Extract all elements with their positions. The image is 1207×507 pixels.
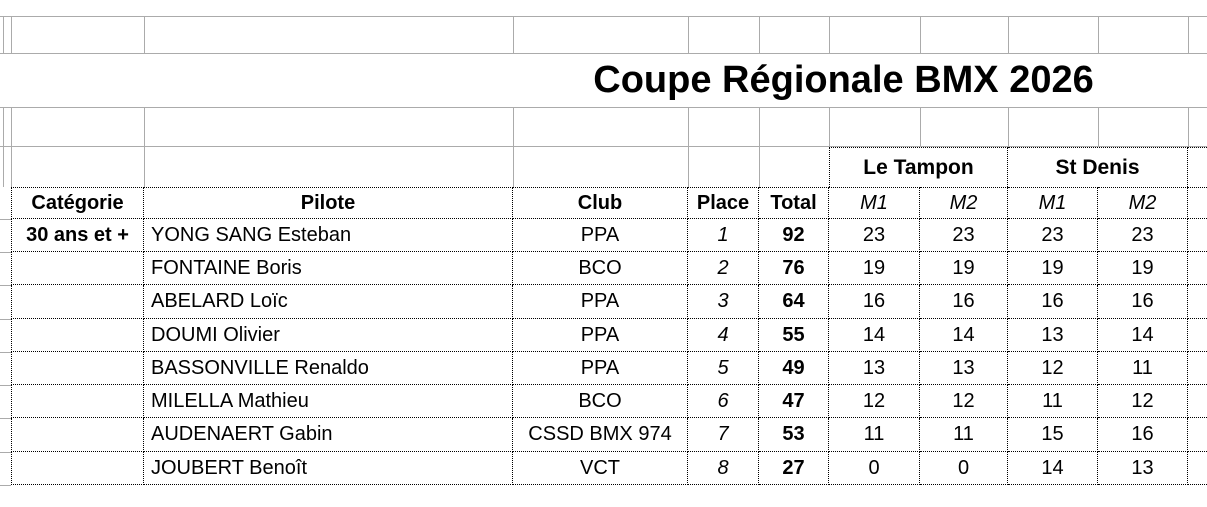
cell-categorie[interactable] [11, 352, 144, 385]
gridline-vertical [3, 16, 4, 53]
cell-tampon-m1[interactable]: 11 [829, 418, 920, 452]
cell-place[interactable]: 3 [688, 285, 759, 319]
table-row [0, 252, 1207, 285]
cell-tampon-m1[interactable]: 12 [829, 385, 920, 418]
cell-tampon-m1[interactable]: 14 [829, 319, 920, 352]
cell-categorie[interactable] [11, 418, 144, 452]
gridline-vertical [3, 146, 4, 187]
cell-pilote[interactable]: BASSONVILLE Renaldo [144, 352, 513, 385]
gridline-vertical [688, 146, 689, 187]
cell-tampon-m2[interactable]: 13 [920, 352, 1008, 385]
gridline-vertical [144, 16, 145, 53]
col-header-tampon-m2[interactable]: M2 [920, 187, 1008, 219]
cell-club[interactable]: PPA [513, 352, 688, 385]
gridline-vertical [688, 16, 689, 53]
cell-tampon-m2[interactable]: 12 [920, 385, 1008, 418]
cell-stdenis-m2[interactable]: 16 [1098, 285, 1188, 319]
cell-total[interactable]: 92 [759, 219, 829, 252]
cell-tampon-m2[interactable]: 0 [920, 452, 1008, 485]
col-header-place[interactable]: Place [688, 187, 759, 219]
gridline-horizontal [0, 107, 1207, 108]
table-row [0, 319, 1207, 352]
cell-empty-partial [1188, 385, 1207, 418]
group-header-empty-partial [1188, 147, 1207, 187]
gridline-vertical [920, 107, 921, 146]
cell-stdenis-m2[interactable]: 11 [1098, 352, 1188, 385]
cell-categorie[interactable] [11, 319, 144, 352]
cell-categorie[interactable] [11, 252, 144, 285]
cell-empty-partial [1188, 418, 1207, 452]
cell-empty-partial [1188, 452, 1207, 485]
table-row [0, 352, 1207, 385]
sheet-title-cell[interactable]: Coupe Régionale BMX 2026 [593, 58, 1094, 101]
group-header-st-denis[interactable]: St Denis [1008, 147, 1188, 187]
cell-place[interactable]: 5 [688, 352, 759, 385]
col-header-stdenis-m2[interactable]: M2 [1098, 187, 1188, 219]
gridline-horizontal [0, 485, 11, 486]
cell-stdenis-m2[interactable]: 23 [1098, 219, 1188, 252]
gridline-horizontal [0, 219, 11, 220]
cell-total[interactable]: 47 [759, 385, 829, 418]
gridline-vertical [144, 146, 145, 187]
cell-club[interactable]: PPA [513, 219, 688, 252]
cell-empty-partial [1188, 252, 1207, 285]
cell-pilote[interactable]: ABELARD Loïc [144, 285, 513, 319]
gridline-vertical [1098, 16, 1099, 53]
cell-pilote[interactable]: AUDENAERT Gabin [144, 418, 513, 452]
cell-place[interactable]: 4 [688, 319, 759, 352]
col-header-stdenis-m1[interactable]: M1 [1008, 187, 1098, 219]
gridline-vertical [144, 107, 145, 146]
cell-place[interactable]: 2 [688, 252, 759, 285]
cell-tampon-m1[interactable]: 23 [829, 219, 920, 252]
cell-empty-partial [1188, 352, 1207, 385]
group-header-le-tampon[interactable]: Le Tampon [829, 147, 1008, 187]
cell-place[interactable]: 6 [688, 385, 759, 418]
gridline-horizontal [0, 319, 11, 320]
cell-place[interactable]: 1 [688, 219, 759, 252]
table-row [0, 219, 1207, 252]
col-header-club[interactable]: Club [513, 187, 688, 219]
cell-stdenis-m2[interactable]: 16 [1098, 418, 1188, 452]
table-row [0, 418, 1207, 452]
cell-place[interactable]: 7 [688, 418, 759, 452]
cell-categorie[interactable]: 30 ans et + [11, 219, 144, 252]
gridline-horizontal [0, 53, 1207, 54]
gridline-vertical [759, 146, 760, 187]
gridline-horizontal [0, 252, 11, 253]
gridline-vertical [759, 16, 760, 53]
cell-club[interactable]: PPA [513, 285, 688, 319]
cell-empty-partial [1188, 285, 1207, 319]
col-header-pilote[interactable]: Pilote [144, 187, 513, 219]
cell-empty-partial [1188, 319, 1207, 352]
cell-tampon-m1[interactable]: 13 [829, 352, 920, 385]
gridline-horizontal [0, 385, 11, 386]
gridline-vertical [513, 107, 514, 146]
col-header-categorie[interactable]: Catégorie [11, 187, 144, 219]
gridline-vertical [11, 146, 12, 187]
gridline-vertical [1008, 16, 1009, 53]
gridline-vertical [759, 107, 760, 146]
cell-tampon-m2[interactable]: 19 [920, 252, 1008, 285]
gridline-horizontal [0, 452, 11, 453]
cell-stdenis-m2[interactable]: 19 [1098, 252, 1188, 285]
cell-categorie[interactable] [11, 285, 144, 319]
gridline-vertical [1098, 107, 1099, 146]
gridline-horizontal [0, 16, 1207, 17]
gridline-horizontal [0, 285, 11, 286]
cell-stdenis-m1[interactable]: 19 [1008, 252, 1098, 285]
gridline-vertical [920, 16, 921, 53]
gridline-vertical [11, 107, 12, 146]
cell-place[interactable]: 8 [688, 452, 759, 485]
gridline-vertical [1008, 107, 1009, 146]
table-row [0, 385, 1207, 418]
cell-stdenis-m1[interactable]: 13 [1008, 319, 1098, 352]
cell-total[interactable]: 49 [759, 352, 829, 385]
cell-club[interactable]: PPA [513, 319, 688, 352]
gridline-vertical [829, 107, 830, 146]
cell-pilote[interactable]: FONTAINE Boris [144, 252, 513, 285]
cell-tampon-m1[interactable]: 0 [829, 452, 920, 485]
cell-total[interactable]: 76 [759, 252, 829, 285]
cell-stdenis-m2[interactable]: 13 [1098, 452, 1188, 485]
gridline-vertical [513, 16, 514, 53]
cell-club[interactable]: VCT [513, 452, 688, 485]
table-row [0, 452, 1207, 485]
cell-stdenis-m2[interactable]: 14 [1098, 319, 1188, 352]
cell-tampon-m2[interactable]: 14 [920, 319, 1008, 352]
gridline-horizontal [0, 418, 11, 419]
cell-total[interactable]: 55 [759, 319, 829, 352]
cell-stdenis-m1[interactable]: 23 [1008, 219, 1098, 252]
cell-tampon-m1[interactable]: 16 [829, 285, 920, 319]
header-row [0, 187, 1207, 219]
cell-stdenis-m1[interactable]: 16 [1008, 285, 1098, 319]
cell-pilote[interactable]: MILELLA Mathieu [144, 385, 513, 418]
cell-pilote[interactable]: DOUMI Olivier [144, 319, 513, 352]
gridline-vertical [513, 146, 514, 187]
cell-stdenis-m2[interactable]: 12 [1098, 385, 1188, 418]
table-row [0, 285, 1207, 319]
cell-stdenis-m1[interactable]: 15 [1008, 418, 1098, 452]
gridline-horizontal [0, 146, 1207, 147]
col-header-tampon-m1[interactable]: M1 [829, 187, 920, 219]
cell-stdenis-m1[interactable]: 11 [1008, 385, 1098, 418]
gridline-vertical [11, 16, 12, 53]
col-header-empty-partial [1188, 187, 1207, 219]
cell-pilote[interactable]: YONG SANG Esteban [144, 219, 513, 252]
gridline-vertical [3, 107, 4, 146]
cell-categorie[interactable] [11, 385, 144, 418]
cell-total[interactable]: 64 [759, 285, 829, 319]
cell-tampon-m2[interactable]: 16 [920, 285, 1008, 319]
cell-club[interactable]: BCO [513, 252, 688, 285]
cell-categorie[interactable] [11, 452, 144, 485]
cell-stdenis-m1[interactable]: 14 [1008, 452, 1098, 485]
cell-stdenis-m1[interactable]: 12 [1008, 352, 1098, 385]
col-header-total[interactable]: Total [759, 187, 829, 219]
cell-total[interactable]: 53 [759, 418, 829, 452]
gridline-vertical [688, 107, 689, 146]
cell-total[interactable]: 27 [759, 452, 829, 485]
cell-tampon-m2[interactable]: 23 [920, 219, 1008, 252]
cell-club[interactable]: BCO [513, 385, 688, 418]
cell-club[interactable]: CSSD BMX 974 [513, 418, 688, 452]
gridline-vertical [829, 16, 830, 53]
cell-tampon-m1[interactable]: 19 [829, 252, 920, 285]
cell-empty-partial [1188, 219, 1207, 252]
gridline-horizontal [0, 352, 11, 353]
cell-tampon-m2[interactable]: 11 [920, 418, 1008, 452]
cell-pilote[interactable]: JOUBERT Benoît [144, 452, 513, 485]
gridline-vertical [1188, 107, 1189, 146]
gridline-vertical [1188, 16, 1189, 53]
